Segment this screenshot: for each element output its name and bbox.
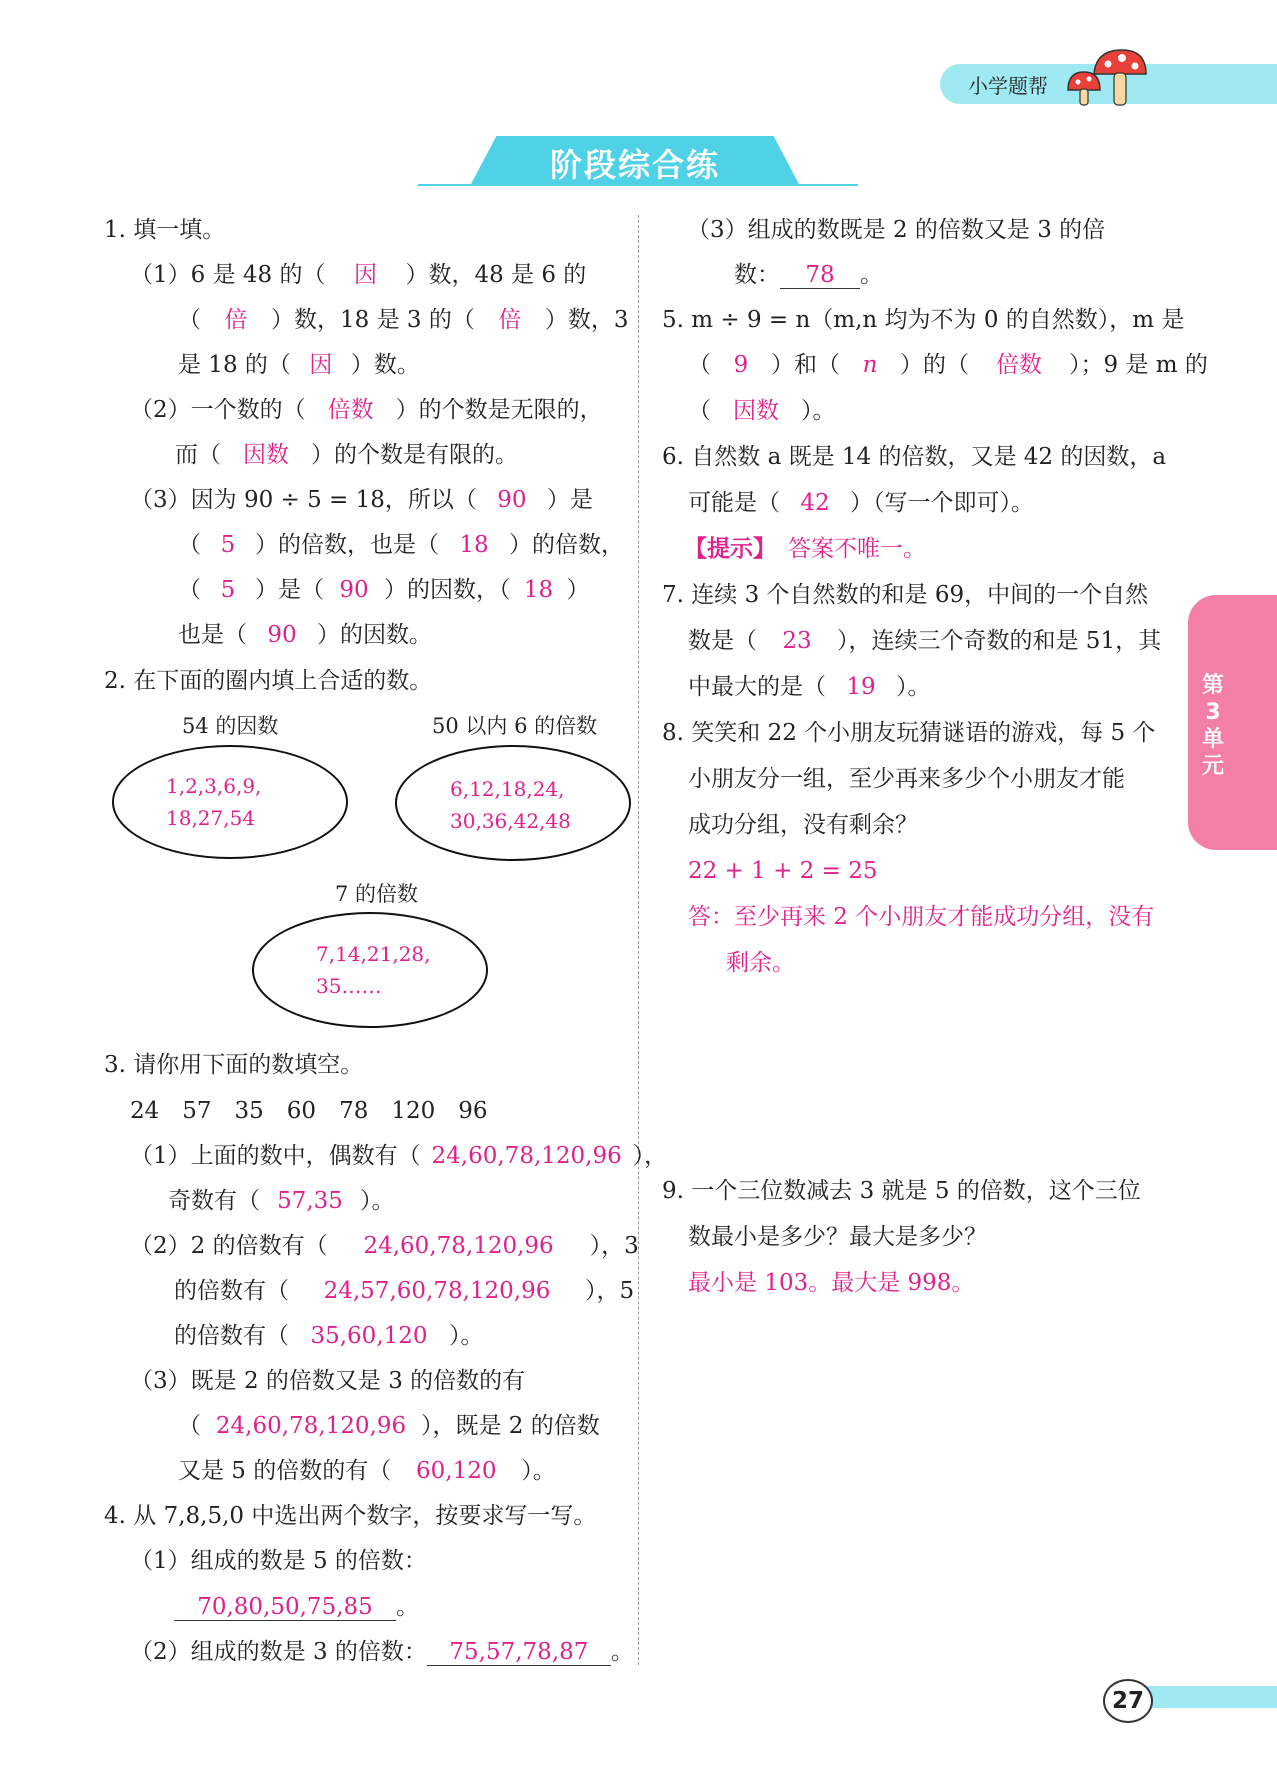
unit-tab-label: 第 3 单 元: [1201, 673, 1224, 779]
answer: 60,120: [416, 1458, 497, 1484]
answer: 因数: [733, 398, 779, 424]
q3-part1-line1: （1）上面的数中，偶数有（ 24,60,78,120,96 ），: [130, 1143, 668, 1169]
oval-label-54-factors: 54 的因数: [182, 714, 279, 738]
q9-line1: 9. 一个三位数减去 3 就是 5 的倍数，这个三位: [662, 1178, 1141, 1204]
q5-line2: （ 9 ）和（ n ）的（ 倍数 ）；9 是 m 的: [688, 352, 1208, 378]
q3-part2-line3: 的倍数有（ 35,60,120 ）。: [174, 1323, 484, 1349]
q8-line2: 小朋友分一组，至少再来多少个小朋友才能: [688, 766, 1125, 792]
hint-label: 【提示】: [684, 536, 776, 562]
oval-7-multiples-answer: 7,14,21,28, 35……: [316, 942, 431, 998]
q1-part2-line2: 而（ 因数 ）的个数是有限的。: [175, 442, 518, 468]
answer: 因数: [243, 442, 289, 468]
q1-part2-line1: （2）一个数的（ 倍数 ）的个数是无限的，: [130, 397, 603, 423]
q8-answer-line1: 答：至少再来 2 个小朋友才能成功分组，没有: [688, 904, 1155, 930]
q4-title: 4. 从 7,8,5,0 中选出两个数字，按要求写一写。: [104, 1503, 597, 1529]
answer: 24,60,78,120,96: [431, 1143, 622, 1169]
q9-answer: 最小是 103。最大是 998。: [688, 1270, 975, 1296]
q6-line2: 可能是（ 42 ）（写一个即可）。: [688, 490, 1034, 516]
page-number: 27: [1103, 1679, 1153, 1723]
q1-part3-line1: （3）因为 90 ÷ 5 = 18，所以（ 90 ）是: [130, 487, 593, 513]
q1-title: 1. 填一填。: [104, 217, 226, 243]
q2-title: 2. 在下面的圈内填上合适的数。: [104, 668, 433, 694]
answer: 70,80,50,75,85: [174, 1594, 396, 1621]
answer: 倍数: [327, 397, 374, 423]
q7-line2: 数是（ 23 ），连续三个奇数的和是 51，其: [688, 628, 1162, 654]
q4-part3-line1: （3）组成的数既是 2 的倍数又是 3 的倍: [687, 217, 1106, 243]
oval-6-multiples-answer: 6,12,18,24, 30,36,42,48: [450, 777, 571, 833]
q1-part1-line1: （1）6 是 48 的（ 因 ）数，48 是 6 的: [130, 262, 587, 288]
mushroom-icon: [1060, 44, 1150, 114]
answer: 18: [523, 577, 554, 603]
q3-part2-line2: 的倍数有（ 24,57,60,78,120,96 ），5: [174, 1278, 635, 1304]
q1-part1-line2: （ 倍 ）数，18 是 3 的（ 倍 ）数，3: [178, 307, 629, 333]
answer: 90: [267, 622, 297, 648]
answer: 90: [339, 577, 369, 603]
page-title: 阶段综合练: [549, 146, 720, 184]
q1-part3-line3: （ 5 ）是（ 90 ）的因数，（ 18 ）: [178, 577, 590, 603]
brand-text: 小学题帮: [968, 74, 1048, 98]
answer: 倍数: [996, 352, 1042, 378]
answer: 因: [353, 262, 377, 288]
q4-part1-line1: （1）组成的数是 5 的倍数：: [130, 1548, 427, 1574]
oval-label-6-multiples: 50 以内 6 的倍数: [432, 714, 598, 738]
answer: 24,60,78,120,96: [363, 1233, 554, 1259]
q3-numbers: 24 57 35 60 78 120 96: [130, 1098, 488, 1124]
q5-line1: 5. m ÷ 9 = n（m,n 均为不为 0 的自然数），m 是: [662, 307, 1185, 333]
answer: 倍: [224, 307, 248, 333]
answer: 78: [780, 262, 860, 289]
q9-line2: 数最小是多少？最大是多少？: [688, 1224, 987, 1250]
q7-line1: 7. 连续 3 个自然数的和是 69，中间的一个自然: [662, 582, 1149, 608]
answer: 9: [733, 352, 749, 378]
q8-calculation: 22 + 1 + 2 = 25: [688, 858, 878, 884]
answer: 5: [220, 532, 236, 558]
q8-line1: 8. 笑笑和 22 个小朋友玩猜谜语的游戏，每 5 个: [662, 720, 1156, 746]
answer: 75,57,78,87: [427, 1639, 611, 1666]
q4-part3-line2: 数： 78 。: [734, 262, 883, 288]
q7-line3: 中最大的是（ 19 ）。: [688, 674, 931, 700]
column-divider: [638, 215, 639, 1665]
answer: 23: [782, 628, 812, 654]
q3-title: 3. 请你用下面的数填空。: [104, 1052, 364, 1078]
q3-part1-line2: 奇数有（ 57,35 ）。: [168, 1188, 395, 1214]
answer: 35,60,120: [310, 1323, 428, 1349]
q3-part2-line1: （2）2 的倍数有（ 24,60,78,120,96 ），3: [130, 1233, 639, 1259]
answer: 42: [800, 490, 830, 516]
answer: 19: [846, 674, 876, 700]
answer: 5: [220, 577, 236, 603]
oval-54-factors-answer: 1,2,3,6,9, 18,27,54: [166, 774, 262, 830]
answer: 90: [497, 487, 527, 513]
q3-part3-line1: （3）既是 2 的倍数又是 3 的倍数的有: [130, 1368, 526, 1394]
answer: 57,35: [277, 1188, 343, 1214]
q1-part3-line4: 也是（ 90 ）的因数。: [178, 622, 432, 648]
answer: n: [862, 352, 878, 378]
q8-line3: 成功分组，没有剩余？: [688, 812, 918, 838]
q4-part2: （2）组成的数是 3 的倍数： 75,57,78,87 。: [130, 1639, 634, 1665]
q4-part1-line2: 70,80,50,75,85 。: [174, 1592, 419, 1622]
q1-part1-line3: 是 18 的（ 因 ）数。: [178, 352, 420, 378]
q3-part3-line3: 又是 5 的倍数的有（ 60,120 ）。: [178, 1458, 556, 1484]
q6-hint: [684, 534, 926, 564]
q5-line3: （ 因数 ）。: [688, 398, 836, 424]
answer: 18: [459, 532, 489, 558]
oval-label-7-multiples: 7 的倍数: [335, 882, 419, 906]
q6-line1: 6. 自然数 a 既是 14 的倍数，又是 42 的因数，a: [662, 444, 1167, 470]
hint-text: 答案不唯一。: [788, 536, 926, 562]
q3-part3-line2: （ 24,60,78,120,96 ），既是 2 的倍数: [178, 1413, 600, 1439]
answer: 倍: [498, 307, 522, 333]
answer: 因: [309, 352, 333, 378]
answer: 24,57,60,78,120,96: [323, 1278, 551, 1304]
answer: 24,60,78,120,96: [215, 1413, 407, 1439]
q1-part3-line2: （ 5 ）的倍数，也是（ 18 ）的倍数，: [178, 532, 624, 558]
q8-answer-line2: 剩余。: [726, 950, 795, 976]
